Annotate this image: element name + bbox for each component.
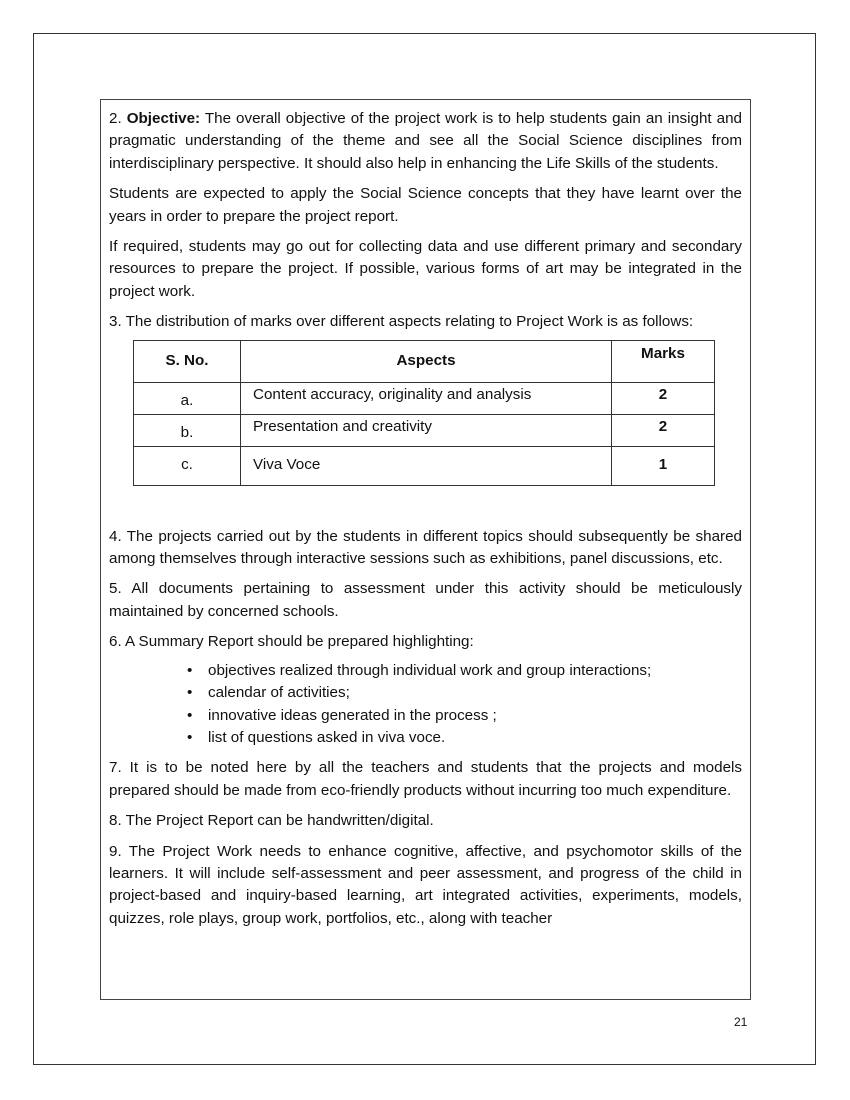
content-box [100,99,751,1000]
item-7-paragraph: 7. It is to be noted here by all the teachers and students that the projects and models prepared should be made from eco-friendly products without incurring too much expenditure. [109,759,742,799]
row-aspect: Content accuracy, originality and analysis [241,382,612,414]
item-4-paragraph: 4. The projects carried out by the students in different topics should subsequently be shared among themselves through interactive sessions such as exhibitions, panel discussions, etc. [109,527,742,568]
objective-number: 2. [109,110,127,127]
item-6-paragraph: 6. A Summary Report should be prepared highlighting: [109,633,474,651]
item-5-paragraph: 5. All documents pertaining to assessment under this activity should be meticulously maintained by concerned schools. [109,580,742,620]
item-9-paragraph: 9. The Project Work needs to enhance cognitive, affective, and psychomotor skills of the learners. It will include self-assessment and peer assessment, and progress of the child in project-based and inquiry-based learning, art integrated activities, experiments, models, quizzes, role plays, group work, portfolios, etc., along with teacher [109,842,742,927]
row-sno: c. [134,446,241,485]
table-row [134,446,715,485]
table-row [134,414,715,446]
data-collection-paragraph: If required, students may go out for collecting data and use different primary and secondary resources to prepare the project. If possible, various forms of art may be integrated in the project work. [109,238,742,300]
row-marks: 2 [612,414,715,446]
bullet-icon: • [187,728,193,746]
bullet-icon: • [187,661,193,679]
spacer [109,486,742,526]
marks-table [133,340,715,486]
list-item [187,727,742,749]
bullet-text: objectives realized through individual work and group interactions; [208,661,652,679]
marks-table-header-row [134,340,715,382]
summary-bullet-list [109,660,742,750]
row-sno: a. [134,382,241,414]
distribution-intro: 3. The distribution of marks over different aspects relating to Project Work is as follows: [109,313,694,331]
bullet-text: innovative ideas generated in the process ; [208,706,497,724]
header-marks: Marks [612,340,715,382]
list-item [187,682,742,704]
objective-label: Objective: [126,110,201,127]
objective-paragraph [109,108,742,175]
page-number: 21 [734,1015,748,1029]
table-row [134,382,715,414]
row-aspect: Viva Voce [241,446,612,485]
row-marks: 1 [612,446,715,485]
bullet-text: calendar of activities; [208,684,350,702]
bullet-icon: • [187,706,193,724]
bullet-icon: • [187,684,193,702]
item-8-paragraph: 8. The Project Report can be handwritten/digital. [109,812,434,830]
bullet-text: list of questions asked in viva voce. [208,728,446,746]
list-item [187,660,742,682]
row-aspect: Presentation and creativity [241,414,612,446]
apply-concepts-paragraph: Students are expected to apply the Social Science concepts that they have learnt over the years in order to prepare the project report. [109,185,742,225]
header-sno: S. No. [134,340,241,382]
row-marks: 2 [612,382,715,414]
objective-text: The overall objective of the project work is to help students gain an insight and pragmatic understanding of the theme and see all the Social Science disciplines from interdisciplinary perspective. It should also help in enhancing the Life Skills of the students. [109,110,742,172]
list-item [187,705,742,727]
row-sno: b. [134,414,241,446]
header-aspects: Aspects [241,340,612,382]
